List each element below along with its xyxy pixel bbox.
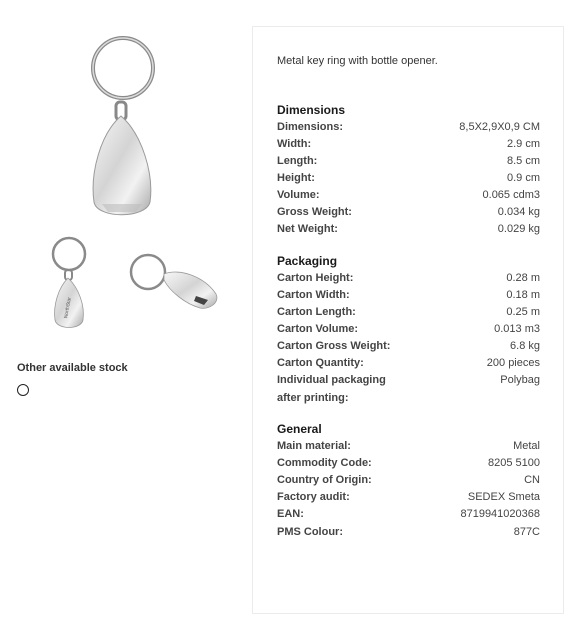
spec-key: PMS Colour: [277, 526, 343, 538]
spec-value: 0.28 m [506, 272, 540, 284]
spec-key: Dimensions: [277, 121, 344, 133]
spec-key: Volume: [277, 189, 320, 201]
spec-row [277, 524, 540, 541]
spec-key: Commodity Code: [277, 457, 372, 469]
spec-key: EAN: [277, 508, 304, 520]
spec-key: Country of Origin: [277, 474, 372, 486]
product-gallery [0, 0, 250, 637]
other-stock-label: Other available stock [17, 362, 128, 374]
spec-value: 0.034 kg [497, 206, 540, 218]
stock-option-radio[interactable] [17, 384, 29, 396]
spec-value: 0.065 cdm3 [482, 189, 540, 201]
spec-key: Individual packaging [277, 374, 386, 386]
spec-value: SEDEX Smeta [467, 491, 540, 503]
spec-key: Carton Length: [277, 306, 356, 318]
spec-value: 8,5X2,9X0,9 CM [459, 121, 540, 133]
spec-row [277, 119, 540, 136]
spec-row [277, 455, 540, 472]
spec-key: Factory audit: [277, 491, 350, 503]
spec-row [277, 304, 540, 321]
spec-key: Net Weight: [277, 223, 338, 235]
spec-row [277, 355, 540, 372]
spec-value: 200 pieces [486, 357, 540, 369]
spec-row [277, 506, 540, 523]
spec-value: 877C [513, 526, 540, 538]
spec-row [277, 221, 540, 238]
spec-key: Length: [277, 155, 318, 167]
spec-key: Carton Quantity: [277, 357, 364, 369]
specification-panel [252, 26, 564, 614]
spec-value: Metal [513, 440, 540, 452]
spec-key: Carton Volume: [277, 323, 359, 335]
spec-row [277, 204, 540, 221]
svg-text:NorthStar: NorthStar [63, 296, 73, 319]
spec-row [277, 153, 540, 170]
product-main-image[interactable] [72, 34, 172, 224]
spec-row [277, 489, 540, 506]
spec-value: 8.5 cm [506, 155, 540, 167]
spec-row [277, 321, 540, 338]
spec-value: CN [524, 474, 540, 486]
spec-row [277, 390, 540, 407]
section-title-general: General [277, 422, 322, 436]
spec-row [277, 270, 540, 287]
spec-key: Width: [277, 138, 312, 150]
product-thumbnail-front[interactable] [44, 236, 94, 332]
spec-row [277, 136, 540, 153]
spec-key: Height: [277, 172, 315, 184]
spec-value: 0.18 m [506, 289, 540, 301]
spec-value: 2.9 cm [506, 138, 540, 150]
spec-key: Carton Gross Weight: [277, 340, 391, 352]
spec-value: 6.8 kg [510, 340, 540, 352]
spec-row [277, 438, 540, 455]
section-title-dimensions: Dimensions [277, 103, 346, 117]
spec-key: after printing: [277, 392, 349, 404]
spec-key: Carton Width: [277, 289, 350, 301]
spec-value: 0.25 m [506, 306, 540, 318]
product-thumbnail-angled[interactable] [124, 250, 220, 312]
spec-row [277, 338, 540, 355]
spec-key: Gross Weight: [277, 206, 352, 218]
spec-value: 0.013 m3 [494, 323, 540, 335]
spec-value: 8719941020368 [460, 508, 540, 520]
spec-row [277, 372, 540, 389]
spec-value: 0.9 cm [506, 172, 540, 184]
spec-row [277, 170, 540, 187]
section-title-packaging: Packaging [277, 254, 338, 268]
spec-row [277, 472, 540, 489]
spec-value: 8205 5100 [488, 457, 540, 469]
spec-value: 0.029 kg [497, 223, 540, 235]
spec-key: Main material: [277, 440, 351, 452]
spec-value: Polybag [500, 374, 540, 386]
product-description: Metal key ring with bottle opener. [277, 55, 438, 67]
spec-key: Carton Height: [277, 272, 354, 284]
spec-row [277, 187, 540, 204]
spec-row [277, 287, 540, 304]
